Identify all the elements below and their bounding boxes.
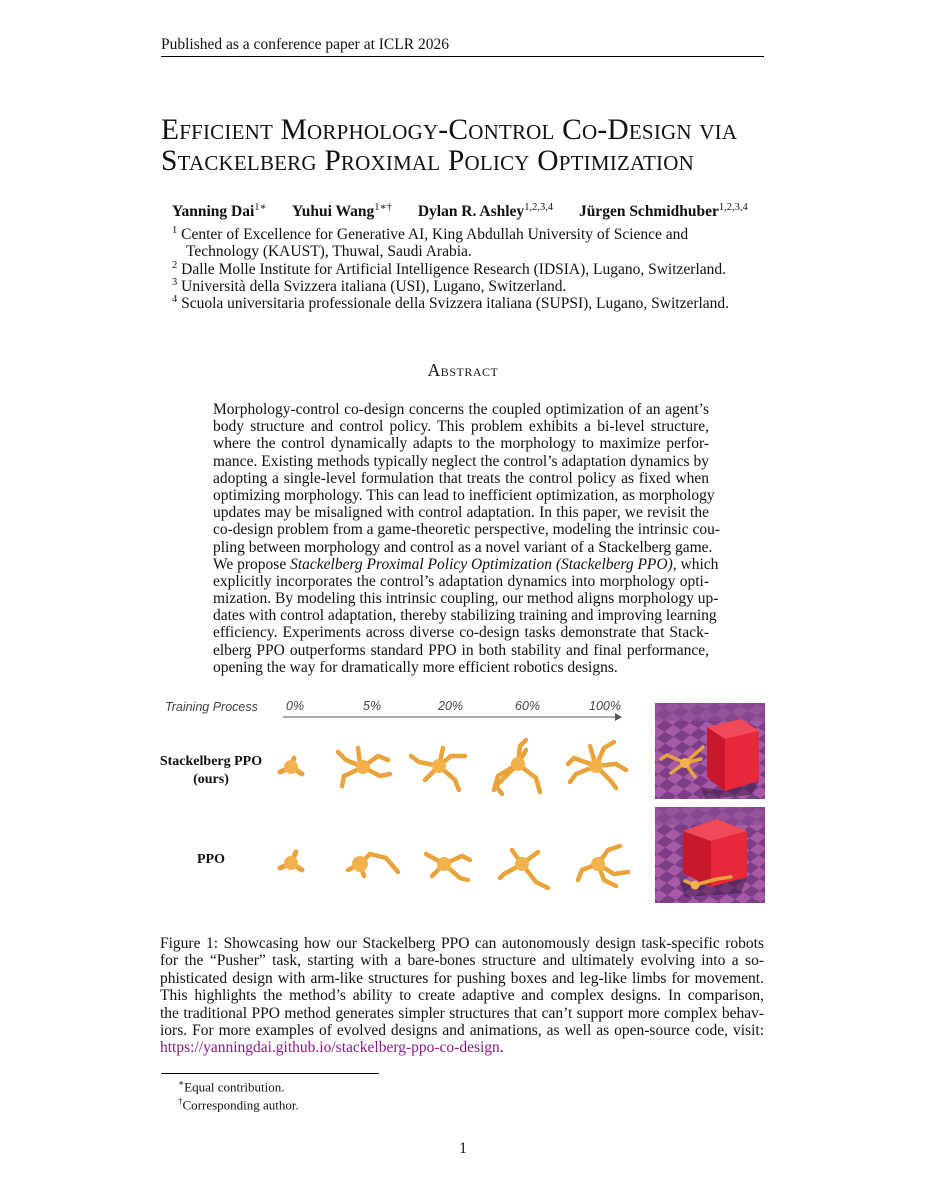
- abstract-line: pling between morphology and control as a novel variant of a Stackelberg game.: [213, 538, 713, 556]
- figure-caption: [160, 935, 764, 1057]
- abstract-line: explicitly incorporates the control’s adaptation dynamics into morphology opti-: [213, 572, 709, 590]
- caption-line: This highlights the method’s ability to create adaptive and complex designs. In comparison,: [160, 987, 764, 1005]
- abstract-line: optimizing morphology. This can lead to inefficient optimization, as morphology: [213, 486, 715, 504]
- abstract-line: opening the way for dramatically more efficient robotics designs.: [213, 658, 618, 676]
- robot-morphology-image: [482, 734, 548, 800]
- pusher-render-image-ppo: [655, 807, 765, 903]
- affiliation-2: $^2$ Dalle Molle Institute for Artificial Intelligence Research (IDSIA), Lugano, Switzerland.: [172, 260, 727, 279]
- robot-morphology-image: [490, 830, 556, 896]
- footnote-rule: [161, 1073, 379, 1074]
- progress-label: 0%: [286, 699, 305, 713]
- caption-line: the traditional PPO method generates simpler structures that can’t support more complex behav-: [160, 1004, 764, 1022]
- progress-label: 100%: [589, 699, 621, 713]
- abstract-line: updates may be misaligned with control adaptation. In this paper, we revisit the: [213, 504, 709, 522]
- author: Yuhui Wang$^{1∗\dagger}$: [291, 202, 392, 221]
- robot-morphology-image: [336, 830, 402, 896]
- footnote-corresponding-author: †Corresponding author.: [178, 1096, 299, 1113]
- abstract-line: where the control dynamically adapts to the morphology to maximize perfor-: [213, 435, 709, 453]
- project-link[interactable]: https://yanningdai.github.io/stackelberg-ppo-co-design: [160, 1039, 500, 1057]
- progress-label: 60%: [515, 699, 541, 713]
- progress-label: 5%: [363, 699, 382, 713]
- pusher-render-image-stackelberg: [655, 703, 765, 799]
- training-process-label: Training Process: [165, 700, 258, 714]
- caption-line: for the “Pusher” task, starting with a bare-bones structure and ultimately evolving into a so-: [160, 952, 764, 970]
- abstract-line: mance. Existing methods typically neglect the control’s adaptation dynamics by: [213, 452, 709, 470]
- robot-morphology-image: [330, 734, 396, 800]
- abstract-line: dates with control adaptation, thereby stabilizing training and improving learning: [213, 607, 717, 625]
- caption-line: Figure 1: Showcasing how our Stackelberg PPO can autonomously design task-specific robots: [160, 935, 764, 952]
- abstract-heading: Abstract: [427, 360, 499, 380]
- author: Yanning Dai$^{1∗}$: [172, 202, 267, 221]
- abstract-line: body structure and control policy. This problem exhibits a bi-level structure,: [213, 418, 709, 436]
- robot-morphology-image: [412, 830, 478, 896]
- affiliation-4: $^4$ Scuola universitaria professionale della Svizzera italiana (SUPSI), Lugano, Switzerland.: [172, 294, 730, 313]
- method-name: Stackelberg Proximal Policy Optimization (Stackelberg PPO): [290, 555, 673, 573]
- paper-title-line-1: Efficient Morphology-Control Co-Design via: [161, 114, 738, 146]
- progress-label: 20%: [438, 699, 464, 713]
- abstract-line: We propose Stackelberg Proximal Policy Optimization (Stackelberg PPO), which: [213, 555, 719, 573]
- robot-morphology-image: [405, 734, 471, 800]
- running-header: Published as a conference paper at ICLR 2026: [161, 36, 449, 53]
- abstract-line: adopting a single-level formulation that treats the control policy as fixed when: [213, 469, 709, 487]
- abstract-line: co-design problem from a game-theoretic perspective, modeling the intrinsic cou-: [213, 521, 721, 539]
- row-label-stackelberg: Stackelberg PPO (ours): [159, 754, 263, 787]
- abstract-line: mization. By modeling this intrinsic coupling, our method aligns morphology up-: [213, 590, 719, 608]
- robot-morphology-image: [568, 830, 634, 896]
- abstract-line: Morphology-control co-design concerns the coupled optimization of an agent’s: [213, 401, 709, 418]
- author: Jürgen Schmidhuber$^{1,2,3,4}$: [578, 202, 748, 221]
- author-list: [172, 201, 770, 221]
- caption-line: iors. For more examples of evolved designs and animations, as well as open-source code, visit:: [160, 1021, 764, 1039]
- affiliation-3: $^3$ Università della Svizzera italiana (USI), Lugano, Switzerland.: [172, 277, 567, 296]
- page-number: 1: [459, 1140, 467, 1157]
- paper-title-line-2: Stackelberg Proximal Policy Optimization: [161, 145, 694, 177]
- row-label-ppo: PPO: [197, 852, 225, 867]
- abstract-line: efficiency. Experiments across diverse co-design tasks demonstrate that Stack-: [213, 624, 709, 642]
- robot-morphology-image: [564, 734, 630, 800]
- abstract-line: elberg PPO outperforms standard PPO in both stability and final performance,: [213, 641, 709, 659]
- robot-morphology-image: [258, 830, 324, 896]
- author: Dylan R. Ashley$^{1,2,3,4}$: [417, 202, 554, 221]
- caption-line: https://yanningdai.github.io/stackelberg-ppo-co-design.: [160, 1039, 504, 1057]
- robot-morphology-image: [258, 734, 324, 800]
- abstract-body: [213, 401, 721, 676]
- caption-line: phisticated design with arm-like structures for pushing boxes and leg-like limbs for movement.: [160, 969, 764, 987]
- affiliation-1: $^1$ Center of Excellence for Generative AI, King Abdullah University of Science and Technology (KAUST), Thuwal, Saudi Arabia.: [172, 225, 689, 261]
- footnote-equal-contribution: ∗Equal contribution.: [178, 1078, 285, 1095]
- header-rule: [161, 56, 764, 57]
- training-arrow: [283, 711, 623, 723]
